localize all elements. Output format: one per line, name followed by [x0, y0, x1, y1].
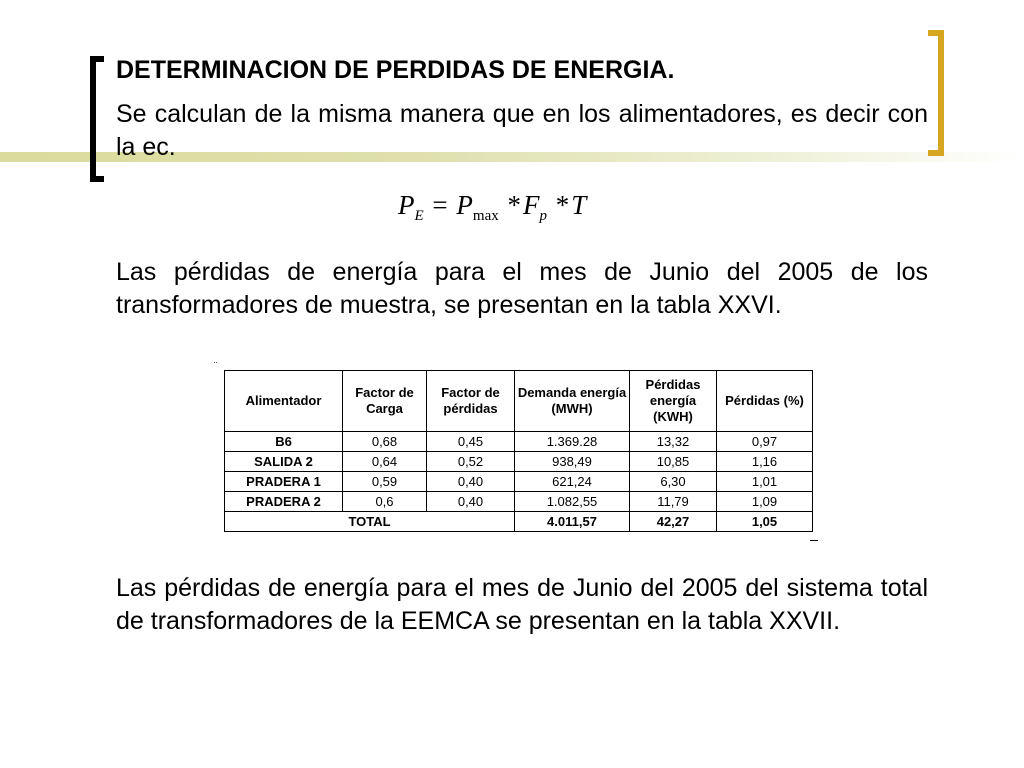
cell-alimentador: SALIDA 2 [225, 452, 343, 472]
formula-term2: F [522, 190, 540, 220]
cell-alimentador: B6 [225, 432, 343, 452]
cell-alimentador: PRADERA 2 [225, 492, 343, 512]
formula-lhs: P [398, 190, 415, 220]
cell-perdidas-kwh: 6,30 [630, 472, 717, 492]
slide-title: DETERMINACION DE PERDIDAS DE ENERGIA. [116, 56, 675, 84]
cell-total-demanda: 4.011,57 [515, 512, 630, 532]
cell-factor-perdidas: 0,40 [427, 492, 515, 512]
cell-perdidas-pct: 0,97 [717, 432, 813, 452]
header-alimentador: Alimentador [225, 371, 343, 432]
cell-perdidas-kwh: 11,79 [630, 492, 717, 512]
table-header-row [225, 371, 813, 432]
cell-perdidas-kwh: 13,32 [630, 432, 717, 452]
table-corner-tick [810, 540, 818, 541]
cell-demanda: 621,24 [515, 472, 630, 492]
formula-term1: P [456, 190, 473, 220]
cell-factor-perdidas: 0,52 [427, 452, 515, 472]
cell-alimentador: PRADERA 1 [225, 472, 343, 492]
formula-op2: * [555, 190, 570, 220]
cell-factor-perdidas: 0,45 [427, 432, 515, 452]
formula-equals: = [432, 190, 448, 220]
cell-demanda: 938,49 [515, 452, 630, 472]
intro-paragraph: Se calculan de la misma manera que en los alimentadores, es decir con la ec. [116, 100, 928, 161]
header-factor-carga: Factor de Carga [343, 371, 427, 432]
cell-demanda: 1.369.28 [515, 432, 630, 452]
table-row [225, 432, 813, 452]
paragraph-table-xxvi: Las pérdidas de energía para el mes de Junio del 2005 de los transformadores de muestra, se presentan en la tabla XXVI. [116, 258, 928, 319]
header-demanda-energia: Demanda energía (MWH) [515, 371, 630, 432]
table-row [225, 472, 813, 492]
formula-term3: T [571, 190, 587, 220]
formula-term2-sub: p [539, 208, 547, 224]
cell-total-label: TOTAL [225, 512, 515, 532]
cell-perdidas-pct: 1,09 [717, 492, 813, 512]
header-perdidas-energia: Pérdidas energía (KWH) [630, 371, 717, 432]
right-bracket-decoration [928, 30, 944, 156]
header-factor-perdidas: Factor de pérdidas [427, 371, 515, 432]
left-bracket-decoration [90, 56, 104, 182]
losses-table [224, 370, 813, 532]
cell-factor-carga: 0,6 [343, 492, 427, 512]
energy-loss-formula [398, 190, 586, 225]
cell-perdidas-pct: 1,16 [717, 452, 813, 472]
formula-term1-sub: max [472, 208, 499, 224]
formula-lhs-sub: E [414, 208, 424, 224]
cell-factor-perdidas: 0,40 [427, 472, 515, 492]
cell-total-perdidas-pct: 1,05 [717, 512, 813, 532]
cell-factor-carga: 0,64 [343, 452, 427, 472]
losses-table-container [224, 370, 812, 532]
formula-op1: * [507, 190, 521, 220]
cell-factor-carga: 0,59 [343, 472, 427, 492]
cell-total-perdidas-kwh: 42,27 [630, 512, 717, 532]
paragraph-table-xxvii: Las pérdidas de energía para el mes de Junio del 2005 del sistema total de transformadores de la EEMCA se presentan en la tabla XXVII. [116, 574, 928, 635]
cell-factor-carga: 0,68 [343, 432, 427, 452]
table-row [225, 492, 813, 512]
cell-demanda: 1.082,55 [515, 492, 630, 512]
header-perdidas-pct: Pérdidas (%) [717, 371, 813, 432]
table-total-row [225, 512, 813, 532]
stray-mark: ¨ [214, 361, 218, 372]
cell-perdidas-pct: 1,01 [717, 472, 813, 492]
table-row [225, 452, 813, 472]
cell-perdidas-kwh: 10,85 [630, 452, 717, 472]
